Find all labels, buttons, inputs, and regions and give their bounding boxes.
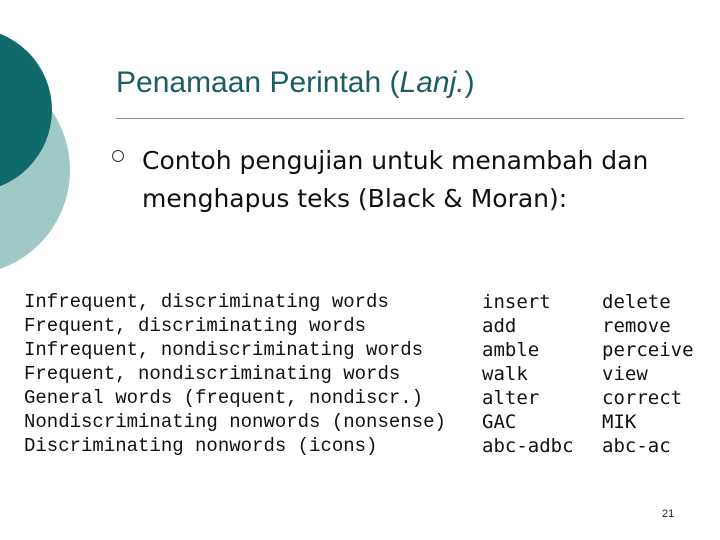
insert-cell: add: [482, 315, 517, 337]
title-divider: [116, 118, 684, 119]
bullet-circle-icon: [112, 150, 124, 162]
title-main: Penamaan Perintah (: [116, 66, 400, 99]
delete-cell: view: [602, 363, 648, 385]
insert-cell: insert: [482, 291, 551, 313]
insert-cell: walk: [482, 363, 528, 385]
delete-cell: remove: [602, 315, 671, 337]
delete-cell: delete: [602, 291, 671, 313]
delete-cell: abc-ac: [602, 435, 671, 457]
category-cell: General words (frequent, nondiscr.): [24, 387, 424, 409]
bullet-text: Contoh pengujian untuk menambah dan menghapus teks (Black & Moran):: [142, 146, 649, 213]
page-number: 21: [662, 508, 675, 520]
insert-cell: amble: [482, 339, 540, 361]
insert-cell: alter: [482, 387, 540, 409]
delete-column: [602, 290, 694, 458]
delete-cell: perceive: [602, 339, 694, 361]
delete-cell: correct: [602, 387, 683, 409]
category-cell: Infrequent, discriminating words: [24, 291, 389, 313]
delete-cell: MIK: [602, 411, 637, 433]
category-column: [24, 290, 446, 458]
decorative-circles: [0, 0, 120, 300]
page-title: [116, 66, 475, 100]
title-italic: Lanj.: [399, 66, 465, 99]
title-end: ): [464, 66, 475, 99]
category-cell: Nondiscriminating nonwords (nonsense): [24, 411, 446, 433]
category-cell: Discriminating nonwords (icons): [24, 435, 378, 457]
insert-cell: GAC: [482, 411, 517, 433]
category-cell: Infrequent, nondiscriminating words: [24, 339, 424, 361]
insert-cell: abc-adbc: [482, 435, 574, 457]
insert-column: [482, 290, 574, 458]
category-cell: Frequent, discriminating words: [24, 315, 367, 337]
category-cell: Frequent, nondiscriminating words: [24, 363, 401, 385]
